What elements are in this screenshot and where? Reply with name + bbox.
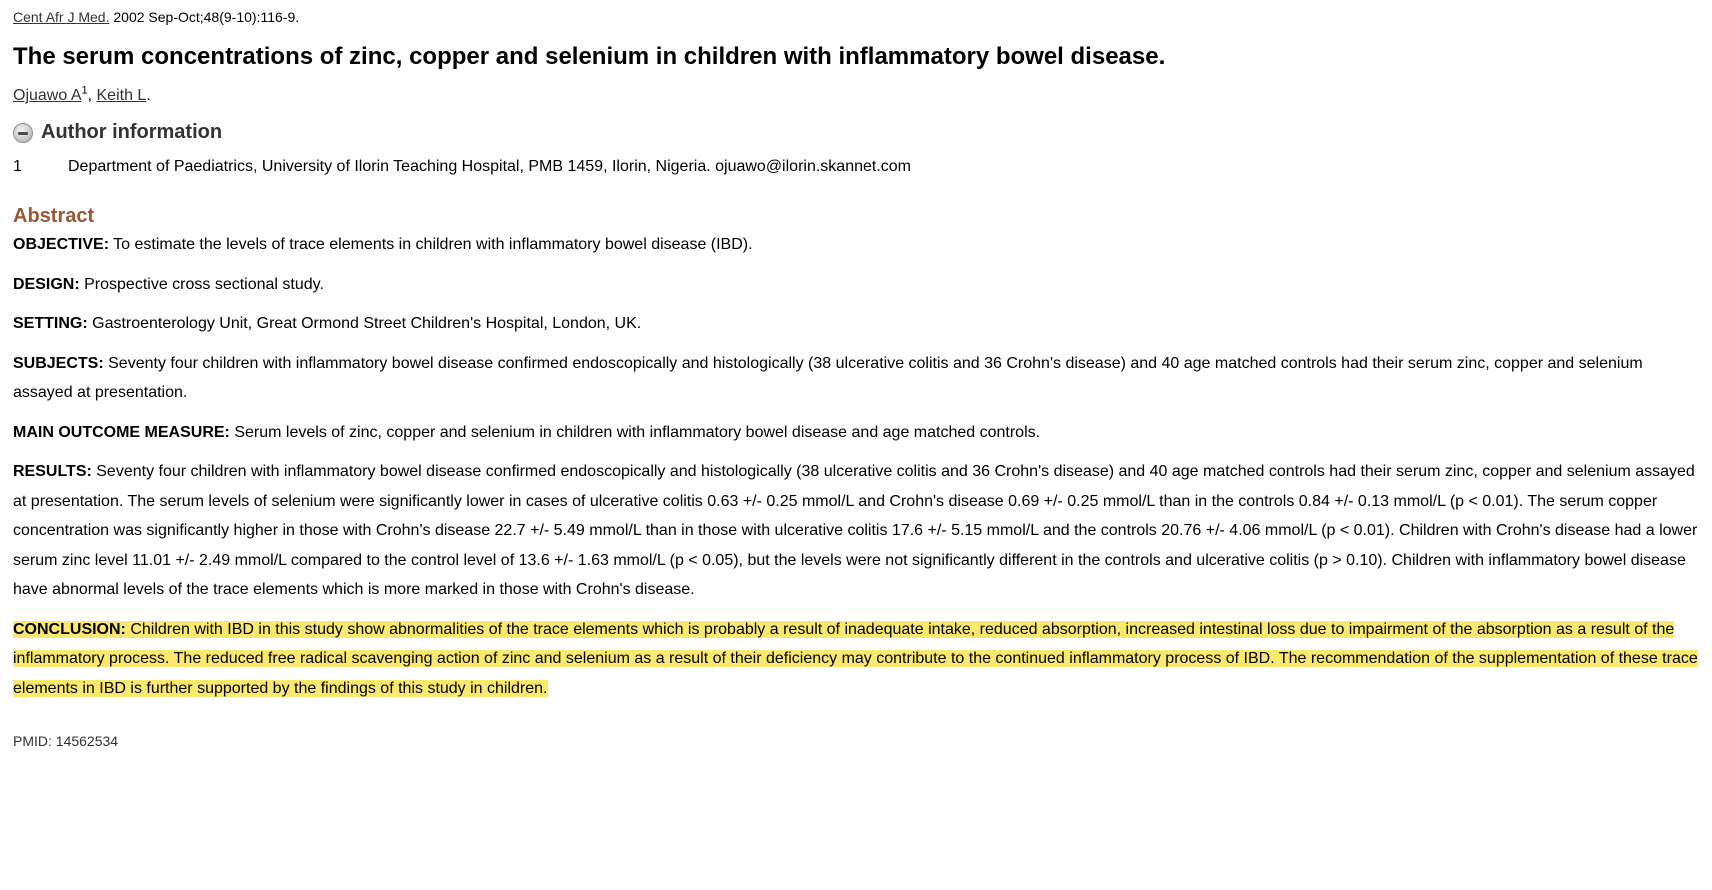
section-label: SETTING: bbox=[13, 315, 88, 332]
section-label: SUBJECTS: bbox=[13, 354, 104, 372]
citation-details: 2002 Sep-Oct;48(9-10):116-9. bbox=[113, 9, 300, 25]
abstract-section-objective bbox=[13, 230, 1699, 260]
abstract-section-conclusion bbox=[13, 615, 1699, 704]
author-list bbox=[13, 84, 1699, 108]
author-link-ojuawo[interactable]: Ojuawo A bbox=[13, 87, 82, 104]
abstract-section-setting bbox=[13, 309, 1699, 339]
section-label: OBJECTIVE: bbox=[13, 236, 110, 253]
section-text: Serum levels of zinc, copper and selenium in children with inflammatory bowel disease and age matched controls. bbox=[229, 423, 1041, 441]
minus-collapse-icon[interactable] bbox=[13, 123, 33, 143]
affiliation-text: Department of Paediatrics, University of Ilorin Teaching Hospital, PMB 1459, Ilorin, Nigeria. ojuawo@ilorin.skannet.com bbox=[68, 158, 911, 175]
abstract-heading: Abstract bbox=[13, 205, 95, 227]
citation bbox=[13, 6, 1699, 28]
affiliation-item bbox=[13, 155, 1699, 179]
section-label: CONCLUSION: bbox=[13, 620, 126, 638]
affiliation-number: 1 bbox=[13, 158, 22, 175]
section-text: Gastroenterology Unit, Great Ormond Street Children's Hospital, London, UK. bbox=[87, 315, 642, 332]
section-label: DESIGN: bbox=[13, 275, 80, 293]
author-separator: , bbox=[87, 87, 97, 104]
section-label: RESULTS: bbox=[13, 463, 92, 480]
abstract-section-results bbox=[13, 457, 1699, 605]
pmid: PMID: 14562534 bbox=[13, 733, 119, 749]
abstract-section-main-outcome bbox=[13, 418, 1699, 448]
journal-link[interactable]: Cent Afr J Med. bbox=[13, 9, 110, 25]
section-text: Prospective cross sectional study. bbox=[79, 275, 324, 293]
author-link-keith[interactable]: Keith L bbox=[96, 87, 147, 104]
section-text: To estimate the levels of trace elements in children with inflammatory bowel disease (IBD). bbox=[109, 236, 753, 253]
section-label: MAIN OUTCOME MEASURE: bbox=[13, 423, 230, 441]
author-separator-end: . bbox=[146, 87, 151, 104]
abstract-section-design bbox=[13, 270, 1699, 300]
author-affiliation-sup: 1 bbox=[81, 84, 88, 97]
section-text: Seventy four children with inflammatory bowel disease confirmed endoscopically and histologically (38 ulcerative colitis and 36 Crohn's disease) and 40 age matched controls had their serum zinc, copper and selenium assayed at presentation. bbox=[13, 354, 1643, 401]
section-text: Children with IBD in this study show abnormalities of the trace elements which is probably a result of inadequate intake, reduced absorption, increased intestinal loss due to impairment of the absorption as a result of the inflammatory process. The reduced free radical scavenging action of zinc and selenium as a result of their deficiency may contribute to the continued inflammatory process of IBD. The recommendation of the supplementation of these trace elements in IBD is further supported by the findings of this study in children. bbox=[13, 620, 1698, 697]
article-title: The serum concentrations of zinc, copper and selenium in children with inflammatory bowel disease. bbox=[13, 43, 1166, 70]
author-information-label[interactable]: Author information bbox=[41, 120, 223, 143]
section-text: Seventy four children with inflammatory bowel disease confirmed endoscopically and histologically (38 ulcerative colitis and 36 Crohn's disease) and 40 age matched controls had their serum zinc, copper and selenium assayed at presentation. The serum levels of selenium were significantly lower in cases of ulcerative colitis 0.63 +/- 0.25 mmol/L and Crohn's disease 0.69 +/- 0.25 mmol/L than in the controls 0.84 +/- 0.13 mmol/L (p < 0.01). The serum copper concentration was significantly higher in those with Crohn's disease 22.7 +/- 5.49 mmol/L than in those with ulcerative colitis 17.6 +/- 5.15 mmol/L and the controls 20.76 +/- 4.06 mmol/L (p < 0.01). Children with Crohn's disease had a lower serum zinc level 11.01 +/- 2.49 mmol/L compared to the control level of 13.6 +/- 1.63 mmol/L (p < 0.05), but the levels were not significantly different in the controls and ulcerative colitis (p > 0.10). Children with inflammatory bowel disease have abnormal levels of the trace elements which is more marked in those with Crohn's disease. bbox=[13, 463, 1698, 598]
author-information-toggle[interactable] bbox=[13, 119, 1699, 145]
abstract-body bbox=[13, 230, 1699, 703]
highlighted-conclusion bbox=[13, 621, 1698, 697]
abstract-section-subjects bbox=[13, 349, 1699, 408]
